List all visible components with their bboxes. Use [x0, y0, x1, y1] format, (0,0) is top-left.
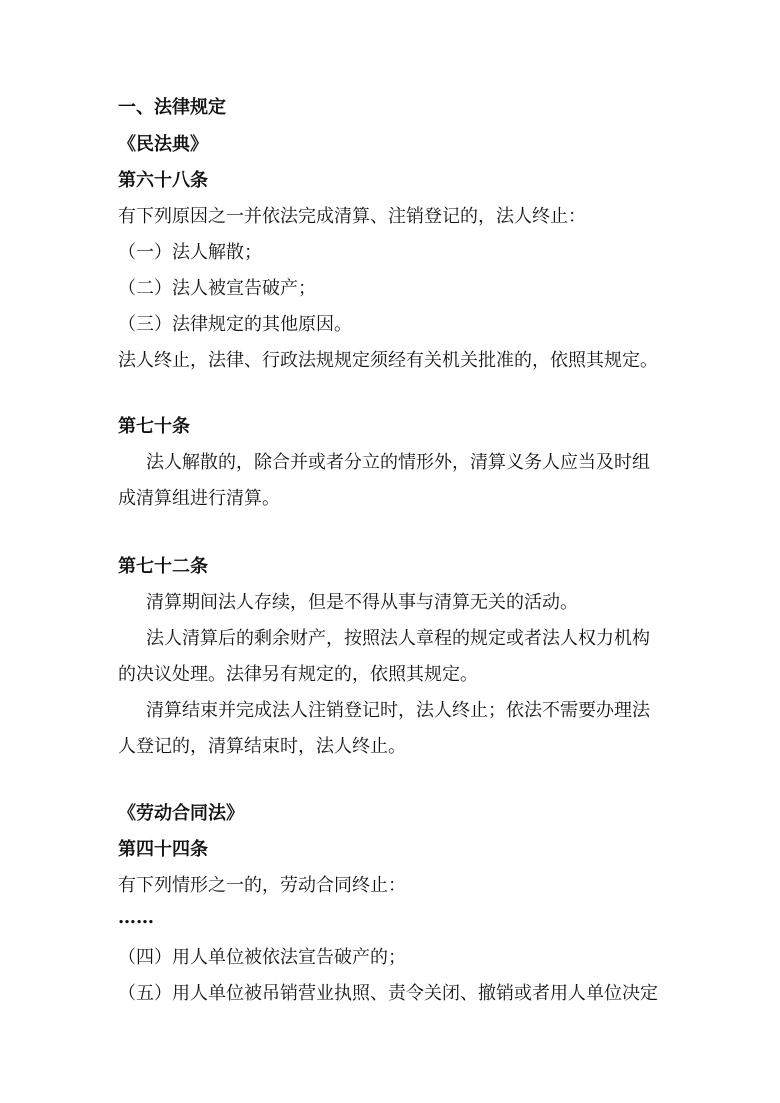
article-70-line: 成清算组进行清算。 [118, 488, 280, 509]
article-68-item: （一）法人解散； [118, 242, 262, 263]
article-44-item: （五）用人单位被吊销营业执照、责令关闭、撤销或者用人单位决定 [118, 983, 658, 1004]
article-72-line: 法人清算后的剩余财产，按照法人章程的规定或者法人权力机构 [146, 628, 650, 649]
article-68-intro: 有下列原因之一并依法完成清算、注销登记的，法人终止： [118, 206, 586, 227]
article-72-line: 的决议处理。法律另有规定的，依照其规定。 [118, 664, 478, 685]
article-68-title: 第六十八条 [118, 170, 208, 191]
law-title-labor-contract: 《劳动合同法》 [118, 803, 244, 824]
article-70-line: 法人解散的，除合并或者分立的情形外，清算义务人应当及时组 [146, 452, 650, 473]
article-72-line: 人登记的，清算结束时，法人终止。 [118, 736, 406, 757]
article-72-line: 清算结束并完成法人注销登记时，法人终止；依法不需要办理法 [146, 700, 650, 721]
article-70-title: 第七十条 [118, 416, 190, 437]
article-68-item: （三）法律规定的其他原因。 [118, 314, 352, 335]
section-heading: 一、法律规定 [118, 97, 226, 118]
article-68-item: （二）法人被宣告破产； [118, 278, 316, 299]
article-68-closing: 法人终止，法律、行政法规规定须经有关机关批准的，依照其规定。 [118, 350, 658, 371]
article-44-ellipsis: …… [118, 907, 154, 928]
law-title-civil-code: 《民法典》 [118, 134, 208, 155]
article-44-intro: 有下列情形之一的，劳动合同终止： [118, 875, 406, 896]
article-72-title: 第七十二条 [118, 556, 208, 577]
article-44-title: 第四十四条 [118, 839, 208, 860]
article-72-line: 清算期间法人存续，但是不得从事与清算无关的活动。 [146, 592, 578, 613]
article-44-item: （四）用人单位被依法宣告破产的； [118, 947, 406, 968]
